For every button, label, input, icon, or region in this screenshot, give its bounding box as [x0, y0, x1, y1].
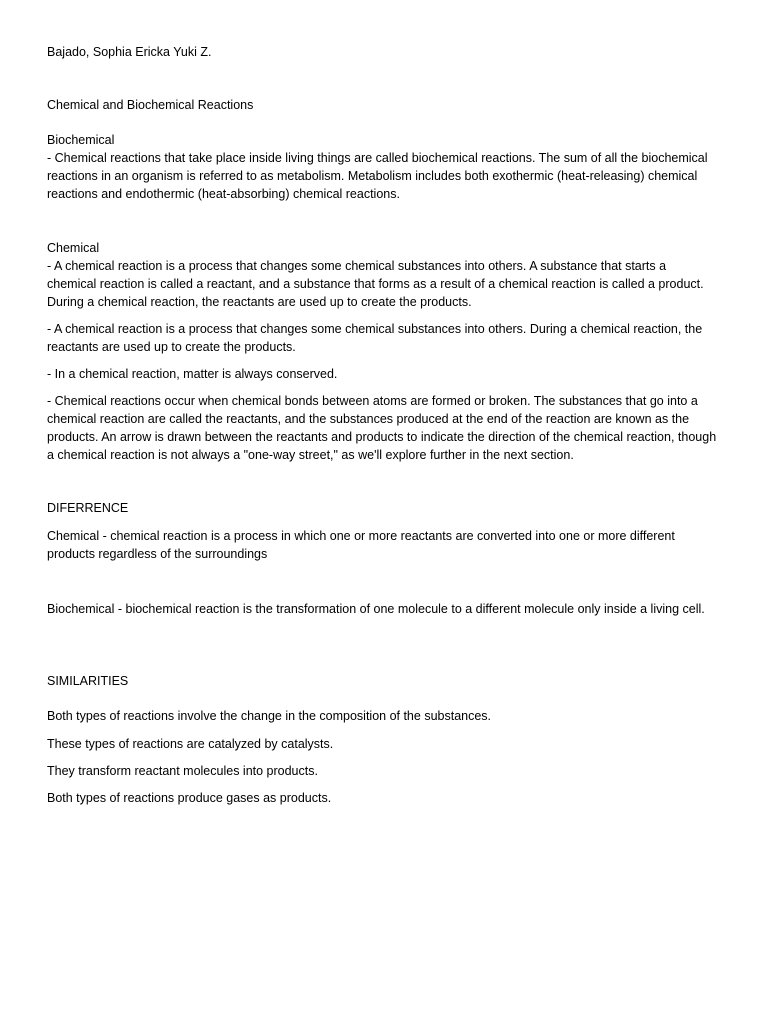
- difference-heading-text: DIFERRENCE: [47, 501, 129, 515]
- chemical-paragraph-2-text: - A chemical reaction is a process that changes some chemical substances into others. During a chemical reaction, the reactants are used up to create the products.: [47, 322, 703, 354]
- document-title: [47, 96, 717, 114]
- similarity-item-text: Both types of reactions produce gases as products.: [47, 791, 332, 805]
- difference-biochemical-text: Biochemical - biochemical reaction is the transformation of one molecule to a different molecule only inside a living cell.: [47, 602, 705, 616]
- similarity-item: [47, 707, 717, 725]
- biochemical-paragraph: [47, 149, 717, 203]
- similarity-item-text: They transform reactant molecules into products.: [47, 764, 318, 778]
- chemical-heading: [47, 239, 717, 257]
- similarity-item-text: These types of reactions are catalyzed by catalysts.: [47, 737, 334, 751]
- similarities-heading: [47, 672, 717, 690]
- biochemical-paragraph-text: - Chemical reactions that take place inside living things are called biochemical reactions. The sum of all the biochemical reactions in an organism is referred to as metabolism. Metabolism includes both exothermic (heat-releasing) chemical reactions and endothermic (heat-absorbing) chemical reactions.: [47, 151, 708, 201]
- author-text: Bajado, Sophia Ericka Yuki Z.: [47, 45, 212, 59]
- author-name: [47, 43, 717, 61]
- chemical-paragraph-4-text: - Chemical reactions occur when chemical bonds between atoms are formed or broken. The substances that go into a chemical reaction are called the reactants, and the substances produced at the end of the reaction are known as the products. An arrow is drawn between the reactants and products to indicate the direction of the chemical reaction, though a chemical reaction is not always a "one-way street," as we'll explore further in the next section.: [47, 394, 717, 462]
- difference-biochemical: [47, 600, 717, 618]
- difference-chemical-text: Chemical - chemical reaction is a process in which one or more reactants are converted into one or more different products regardless of the surroundings: [47, 529, 675, 561]
- biochemical-heading-text: Biochemical: [47, 133, 115, 147]
- similarity-item: [47, 735, 717, 753]
- chemical-heading-text: Chemical: [47, 241, 100, 255]
- title-text: Chemical and Biochemical Reactions: [47, 98, 254, 112]
- biochemical-heading: [47, 131, 717, 149]
- difference-heading: [47, 499, 717, 517]
- chemical-paragraph-4: [47, 392, 717, 464]
- chemical-paragraph-1-text: - A chemical reaction is a process that changes some chemical substances into others. A substance that starts a chemical reaction is called a reactant, and a substance that forms as a result of a chemical reaction is called a product. During a chemical reaction, the reactants are used up to create the products.: [47, 259, 704, 309]
- chemical-paragraph-3-text: - In a chemical reaction, matter is always conserved.: [47, 367, 338, 381]
- chemical-paragraph-1: [47, 257, 717, 311]
- chemical-paragraph-2: [47, 320, 717, 356]
- similarity-item: [47, 789, 717, 807]
- chemical-paragraph-3: [47, 365, 717, 383]
- difference-chemical: [47, 527, 717, 563]
- similarity-item-text: Both types of reactions involve the change in the composition of the substances.: [47, 709, 492, 723]
- similarities-heading-text: SIMILARITIES: [47, 674, 129, 688]
- similarity-item: [47, 762, 717, 780]
